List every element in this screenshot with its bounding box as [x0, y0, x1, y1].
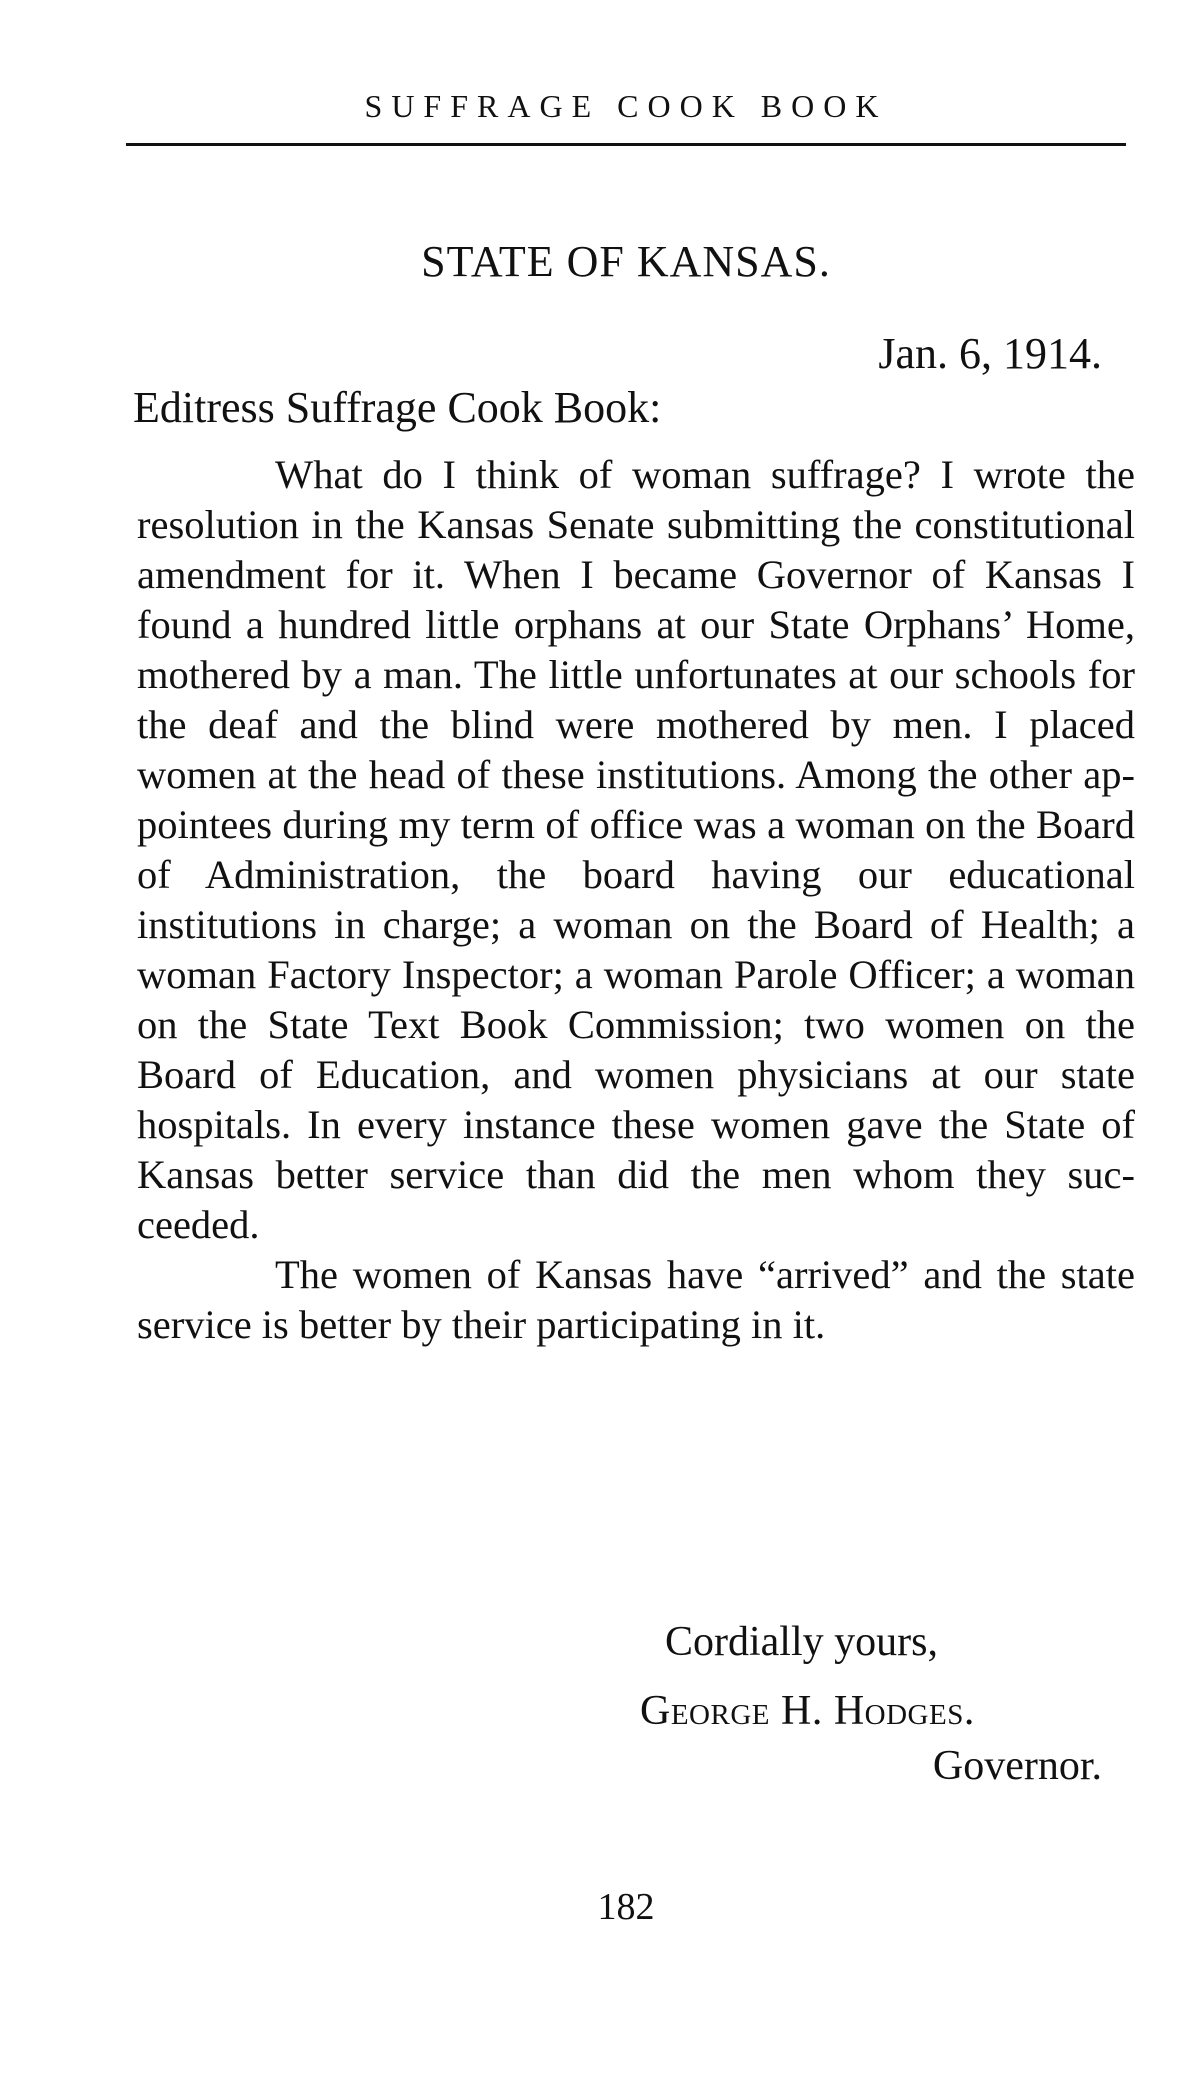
letter-date: Jan. 6, 1914. [878, 329, 1102, 378]
closing: Cordially yours, [665, 1619, 938, 1665]
page-number: 182 [597, 1886, 655, 1928]
body-paragraph-1: What do I think of woman suffrage? I wrote the resolution in the Kansas Senate submitting the constitutional amendment for it. When I became Governor of Kansas I found a hundred little orphans at our State Orphans’ Home, mothered by a man. The little unfortunates at our schools for the deaf and the blind were mothered by men. I placed women at the head of these institutions. Among the other appointees during my term of office was a woman on the Board of Administration, the board having our educational institutions in charge; a woman on the Board of Health; a woman Factory Inspector; a woman Parole Officer; a woman on the State Text Book Commission; two women on the Board of Education, and women physicians at our state hospitals. In every instance these women gave the State of Kansas better service than did the men whom they succeeded. [137, 452, 1135, 1247]
body-paragraph-2: The women of Kansas have “arrived” and the state service is better by their participating in it. [137, 1252, 1135, 1347]
signature-name: George H. Hodges. [640, 1688, 975, 1734]
letter-body [137, 450, 1135, 1350]
running-head: SUFFRAGE COOK BOOK [364, 88, 888, 124]
salutation: Editress Suffrage Cook Book: [133, 383, 662, 432]
signature-title: Governor. [932, 1743, 1102, 1789]
header-rule [126, 143, 1126, 146]
letter-heading: STATE OF KANSAS. [421, 237, 831, 286]
